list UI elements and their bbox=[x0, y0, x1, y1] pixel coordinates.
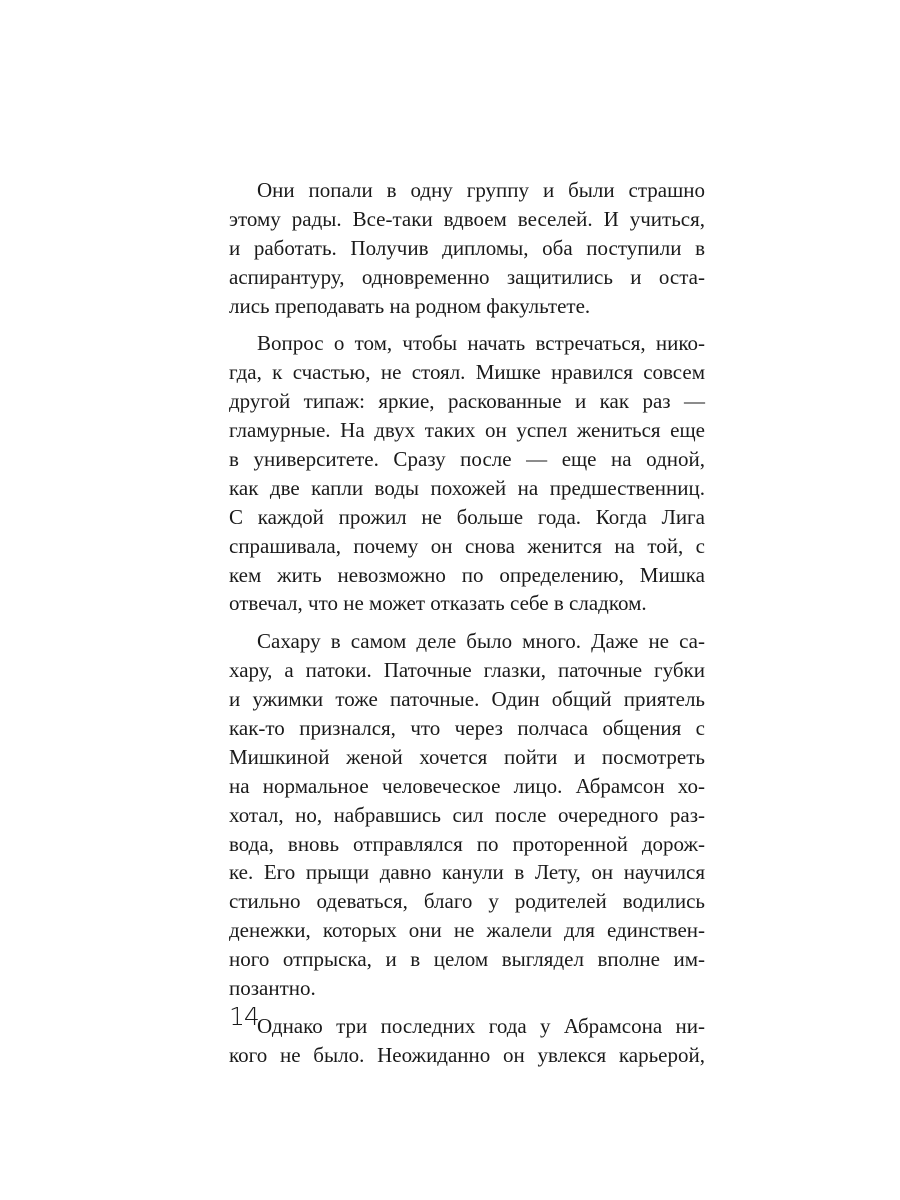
text-line: в университете. Сразу после — еще на одной, bbox=[229, 447, 705, 472]
text-line: другой типаж: яркие, раскованные и как раз — bbox=[229, 389, 705, 414]
paragraph bbox=[229, 1012, 705, 1070]
text-line: Сахару в самом деле было много. Даже не са- bbox=[257, 629, 705, 654]
text-line: спрашивала, почему он снова женится на той, с bbox=[229, 533, 705, 558]
text-line: Они попали в одну группу и были страшно bbox=[257, 178, 705, 202]
text-line: лись преподавать на родном факультете. bbox=[229, 293, 591, 318]
text-line: кого не было. Неожиданно он увлекся карьерой, bbox=[229, 1042, 705, 1067]
paragraph bbox=[229, 627, 705, 1003]
paragraph bbox=[229, 329, 705, 618]
text-line: ного отпрыска, и в целом выглядел вполне им- bbox=[229, 947, 705, 972]
text-line: позантно. bbox=[229, 976, 316, 1001]
text-line: этому рады. Все-таки вдвоем веселей. И учиться, bbox=[229, 206, 705, 231]
text-line: Вопрос о том, чтобы начать встречаться, нико- bbox=[257, 331, 705, 356]
text-line: ке. Его прыщи давно канули в Лету, он научился bbox=[229, 860, 705, 885]
paragraph bbox=[229, 176, 705, 320]
text-line: гда, к счастью, не стоял. Мишке нравился совсем bbox=[229, 360, 705, 385]
text-line: вода, вновь отправлялся по проторенной дорож- bbox=[229, 831, 705, 856]
text-line: хару, а патоки. Паточные глазки, паточные губки bbox=[229, 658, 705, 683]
body-text bbox=[229, 176, 705, 1070]
text-line: хотал, но, набравшись сил после очередного раз- bbox=[229, 802, 705, 827]
text-line: как-то признался, что через полчаса общения с bbox=[229, 716, 705, 741]
text-line: и ужимки тоже паточные. Один общий приятель bbox=[229, 687, 705, 712]
text-line: кем жить невозможно по определению, Мишка bbox=[229, 562, 705, 587]
text-line: С каждой прожил не больше года. Когда Лига bbox=[229, 504, 705, 529]
text-line: денежки, которых они не жалели для единствен- bbox=[229, 918, 705, 943]
text-line: Мишкиной женой хочется пойти и посмотреть bbox=[229, 744, 705, 769]
page-number: 14 bbox=[229, 1002, 259, 1031]
text-line: стильно одеваться, благо у родителей водились bbox=[229, 889, 705, 914]
text-line: на нормальное человеческое лицо. Абрамсон хо- bbox=[229, 773, 705, 798]
text-line: как две капли воды похожей на предшественниц. bbox=[229, 475, 705, 500]
text-line: отвечал, что не может отказать себе в сладком. bbox=[229, 591, 647, 616]
text-line: гламурные. На двух таких он успел жениться еще bbox=[229, 418, 705, 443]
text-line: аспирантуру, одновременно защитились и оста- bbox=[229, 264, 705, 289]
text-line: и работать. Получив дипломы, оба поступили в bbox=[229, 235, 705, 260]
text-line: Однако три последних года у Абрамсона ни- bbox=[257, 1013, 705, 1038]
